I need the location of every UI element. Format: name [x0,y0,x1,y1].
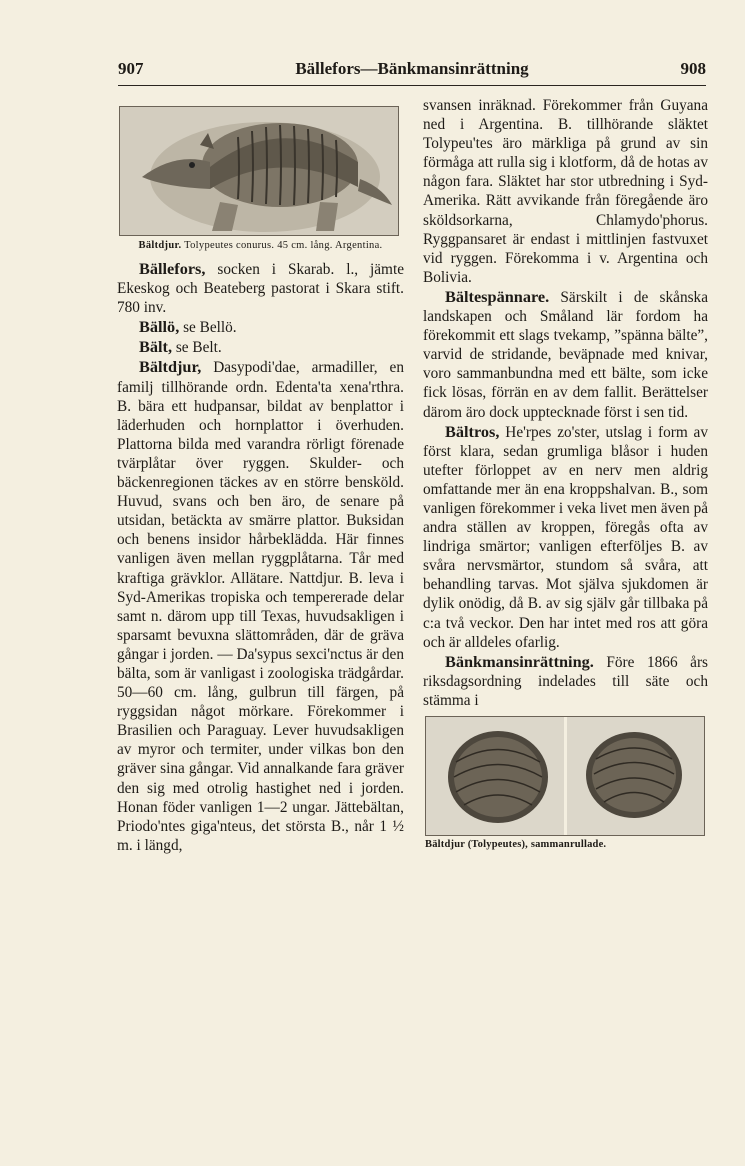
entry-paragraph [117,337,404,357]
entry-paragraph [423,422,708,652]
page-number-right: 908 [680,59,706,78]
armadillo-illustration [120,107,398,235]
page-header [118,57,706,86]
page-number-left: 907 [118,59,144,78]
figure-caption-2: Bältdjur (Tolypeutes), sammanrullade. [425,839,607,850]
entry-text: se Bellö. [179,319,237,337]
entry-headword: Bält, [139,337,173,357]
entry-headword: Bänkmansinrättning. [445,651,594,671]
entry-text: He'rpes zo'ster, utslag i form av först klara, sedan grumliga blåsor i huden utefter förloppet av en nerv men aldrig omfattande mer än ena kroppshalvan. B., som vanligen förekommer i veka livet men även på andra ställen av kroppen, föregås ofta av lindriga smärtor; vanligen efterföljes B. av svåra nervsmärtor, stundom så svåra, att behandling tarvas. Mot själva sjukdomen är dylik onödig, då B. av sig själv går tillbaka på c:a två veckor. Den har intet med ros att göra och är alldeles ofarlig. [423,423,709,651]
entry-headword: Bältespännare. [445,286,550,306]
entry-headword: Bältros, [445,421,500,441]
entry-paragraph [423,287,708,422]
caption-text: Tolypeutes conurus. 45 cm. lång. Argentina. [184,240,383,251]
figure-caption [117,239,404,253]
armadillo-photo [119,106,399,236]
entry-text: se Belt. [172,339,222,357]
entry-headword: Bällö, [139,317,180,337]
rolled-armadillos-photo [425,716,705,836]
left-column [117,96,404,855]
entry-text: Före 1866 års riksdagsordning indelades till säte och stämma i [423,653,708,709]
entry-paragraph [117,317,404,337]
entry-text: svansen inräknad. Förekommer från Guyana ned i Argentina. B. tillhörande släktet Tolypeu'tes äro märkliga på grund av sin förmåga att rulla sig i klotform, då de hotas av någon fara. Släktet har stor utbredning i Syd-Amerika. Rätt avvikande från föregående äro sköldsorkarna, Chlamydo'phorus. Ryggpansaret är endast i mittlinjen fastvuxet vid ryggen. Förekomma i v. Argentina och Bolivia. [423,97,708,286]
running-title: Bällefors—Bänkmansinrättning [295,59,529,78]
entry-paragraph [117,357,404,854]
entry-headword: Bältdjur, [139,357,202,377]
caption-label: Bältdjur. [138,240,182,251]
entry-paragraph [117,259,404,317]
entry-headword: Bällefors, [139,259,206,278]
entry-paragraph [423,652,708,710]
entry-text: Särskilt i de skånska landskapen och Småland lär fordom ha förekommit ett slags tvekamp, ”spänna bälte”, varvid de stridande, beväpnade med knivar, voro sammanbundna med ett bälte, som icke fick lösas, förrän en av dem fallit. Berättelser därom äro dock upptecknade först i sen tid. [423,288,708,421]
entry-text: socken i Skarab. l., jämte Ekeskog och Beateberg pastorat i Skara stift. 780 inv. [117,261,404,317]
entry-paragraph [423,96,708,287]
left-entries [117,259,404,855]
rolled-armadillo-illustration [426,717,704,835]
entry-text: Dasypodi'dae, armadiller, en familj tillhörande ordn. Edenta'ta xena'rthra. B. bära ett hudpansar, bildat av benplattor i läderhuden och hornplattor i överhuden. Plattorna bilda med varandra rörligt förenade tvärplåtar över ryggen. Skulder- och bäckenregionen täckes av en större bensköld. Huvud, svans och ben äro, de senare på utsidan, betäckta av smärre plattor. Buksidan och benens insidor hårbeklädda. Här finnes vanligen även mellan ryggplåtarna. Tår med kraftiga grävklor. Allätare. Nattdjur. B. leva i Syd-Amerikas tropiska och tempererade delar samt n. därom upp till Texas, huvudsakligen i sparsamt bevuxna slättområden, där de gräva gångar i jorden. — Da'sypus sexci'nctus är den bälta, som är vanligast i zoologiska trädgårdar. 50—60 cm. lång, gulbrun till färgen, på ryggsidan något mörkare. Förekommer i Brasilien och Paraguay. Lever huvudsakligen av myror och termiter, under vilkas bon den gräver sina gångar. Vid annalkande fara gräver den sig med otrolig hastighet ned i jorden. Honan föder vanligen 1—2 ungar. Jättebältan, Priodo'ntes giga'nteus, det största B., når 1 ½ m. i längd, [117,359,404,854]
right-entries [423,96,708,710]
right-column [423,96,708,852]
